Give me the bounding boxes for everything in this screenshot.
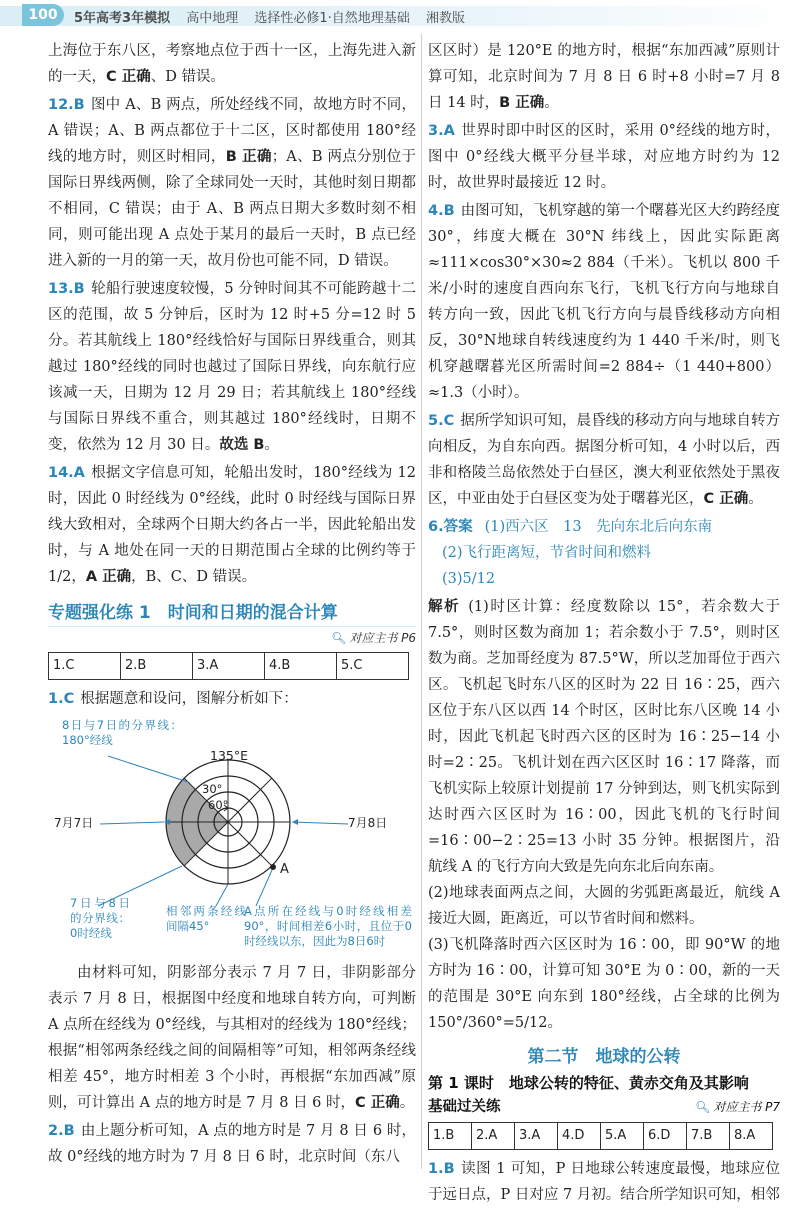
answer-cell: 2.B [121,653,193,680]
answer-table [48,652,409,680]
question-number: 5.C [428,413,455,429]
section-reference: 🔍︎ 对应主书 P6 [48,626,416,648]
book-name: 选择性必修1·自然地理基础 [254,11,410,26]
label-point-a: A [280,862,289,877]
label-boundary-bottom: 7日与8日的分界线：0时经线 [70,896,130,940]
question-3: 3.A 世界时即中时区的区时，采用 0°经线的地方时，图中 0°经线大概平分昼半球，对应地方时约为 12 时，故世界时最接近 12 时。 [428,123,780,191]
right-column [428,38,780,1210]
polar-diagram [48,716,416,958]
question-6-analysis: 解析 (1)时区计算：经度数除以 15°，若余数大于 7.5°，则时区数为商加 1；若余数小于 7.5°，则时区数为商。芝加哥经度为 87.5°W，所以芝加哥位于西六区。飞机起飞时东八区的区时为 22 日 16∶25，西六区位于东八区以西 14 个时区，区时比东八区晚 14 小时，因此飞机起飞时西六区的区时为 16∶25−14 小时=2∶25。飞机计划在西六区区时 16∶17 降落，而飞机实际上较原计划提前 17 分钟到达，则飞机实际到达时西六区区时为 16∶00，因此飞机的飞行时间=16∶00−2∶25=13 小时 35 分钟。根据图片，沿航线 A 的飞行方向大致是先向东北后向东南。 (2)地球表面两点之间，大圆的劣弧距离最近，航线 A 接近大圆，距离近，可以节省时间和燃料。 (3)飞机降落时西六区区时为 16∶00，即 90°W 的地方时为 16∶00，计算可知 30°E 为 0∶00，新的一天的范围是 30°E 向东到 180°经线，占全球的比例为 150°/360°=5/12。 [428,594,780,1036]
label-60deg: 60° [208,798,229,812]
answer-cell: 1.B [429,1123,472,1150]
question-12: 12.B 图中 A、B 两点，所处经线不同，故地方时不同，A 错误；A、B 两点都位于十二区，区时都使用 180°经线的地方时，则区时相同，B 正确；A、B 两点分别位于国际日界线两侧，除了全球同处一天时，其他时刻日期都不相同，C 错误；由于 A、B 两点日期大多数时刻不相同，则可能出现 A 点处于某月的最后一天时，B 点已经进入新的一月的第一天，故月份也可能不同，D 错误。 [48,97,417,269]
page-header [0,0,800,30]
question-number: 13.B [48,281,85,297]
question-number: 6.答案 [428,519,473,535]
label-boundary-top: 8日与7日的分界线：180°经线 [62,718,182,747]
answer-line-3: (3)5/12 [442,571,496,587]
question-6-answer: 6.答案 (1)西六区 13 先向东北后向东南 (2)飞行距离短，节省时间和燃料 (3)5/12 [428,514,780,592]
answer-cell: 5.C [337,653,409,680]
series-name: 5年高考3年模拟 [74,11,171,26]
header-text [74,7,477,26]
question-5: 5.C 据所学知识可知，晨昏线的移动方向与地球自转方向相反，为自东向西。据图分析可知，4 小时以后，西非和格陵兰岛依然处于白昼区，澳大利亚依然处于黑夜区，中亚由处于白昼区变为处于曙暮光区，C 正确。 [428,413,780,507]
paragraph-q11-tail: 上海位于东八区，考察地点位于西十一区，上海先进入新的一天，C 正确、D 错误。 [48,43,416,85]
answer-cell: 7.B [687,1123,730,1150]
answer-cell: 8.A [730,1123,773,1150]
answer-cell: 2.A [472,1123,515,1150]
answer-cell: 6.D [644,1123,687,1150]
page-number: 100 [22,4,64,26]
question-2: 2.B 由上题分析可知，A 点的地方时是 7 月 8 日 6 时，故 0°经线的地方时为 7 月 8 日 6 时，北京时间（东八 [48,1123,416,1165]
answer-cell: 4.B [265,653,337,680]
question-13: 13.B 轮船行驶速度较慢，5 分钟时间其不可能跨越十二区的范围，故 5 分钟后，区时为 12 时+5 分=12 时 5 分。若其航线上 180°经线恰好与国际日界线重合，则其越过 180°经线的同时也越过了国际日界线，向东航行应该减一天，日期为 12 月 29 日；若其航线上 180°经线与国际日界线不重合，则其越过 180°经线时，日期不变，依然为 12 月 30 日。故选 B。 [48,281,416,453]
level-name: 高中地理 [186,11,239,26]
question-number: 2.B [48,1123,75,1139]
question-number: 14.A [48,465,85,481]
question-2-continued: 区区时）是 120°E 的地方时，根据“东加西减”原则计算可知，北京时间为 7 月 8 日 6 时+8 小时=7 月 8 日 14 时，B 正确。 [428,43,780,111]
answer-cell: 3.A [193,653,265,680]
answer-cell: 5.A [601,1123,644,1150]
question-number: 1.B [428,1161,455,1177]
analysis-line-3: (3)飞机降落时西六区区时为 16∶00，即 90°W 的地方时为 16∶00，计算可知 30°E 为 0∶00，新的一天的范围是 30°E 向东到 180°经线，占全球的比例为 150°/360°=5/12。 [428,937,780,1031]
basic-question-1: 1.B 读图 1 可知，P 日地球公转速度最慢，地球应位于远日点，P 日对应 7 月初。结合所学知识可知，相邻 [428,1161,780,1203]
analysis-label: 解析 [428,599,461,615]
lesson-title: 第 1 课时 地球公转的特征、黄赤交角及其影响 [428,1074,749,1092]
search-icon: 🔍︎ [331,630,347,645]
left-column [48,38,416,1172]
label-july-7: 7月7日 [54,816,94,830]
question-14: 14.A 根据文字信息可知，轮船出发时，180°经线为 12 时，因此 0 时经线为 0°经线，此时 0 时经线与国际日界线大致相对，全球两个日期大约各占一半，因此轮船出发时，与 A 地处在同一天的日期范围占全球的比例约等于 1/2，A 正确，B、C、D 错误。 [48,465,416,585]
edition-name: 湘教版 [425,11,465,26]
question-1-body: 由材料可知，阴影部分表示 7 月 7 日，非阴影部分表示 7 月 8 日，根据图中经度和地球自转方向，可判断 A 点所在经线为 0°经线，与其相对的经线为 180°经线；根据“相邻两条经线之间的间隔相等”可知，相邻两条经线相差 45°，地方时相差 3 个小时，再根据“东加西减”原则，可计算出 A 点的地方时是 7 月 8 日 6 时，C 正确。 [48,965,416,1111]
question-1-intro: 1.C 根据题意和设问，图解分析如下： [48,691,298,707]
column-divider [421,34,422,1169]
basic-reference: 🔍︎ 对应主书 P7 [695,1100,780,1114]
point-a [270,864,276,870]
question-number: 1.C [48,691,75,707]
section-title: 专题强化练 1 时间和日期的混合计算 [48,603,338,623]
analysis-line-2: (2)地球表面两点之间，大圆的劣弧距离最近，航线 A 接近大圆，距离近，可以节省时间和燃料。 [428,885,780,927]
answer-table [428,1122,773,1150]
label-meridian-interval: 相邻两条经线间隔45° [166,904,246,933]
chapter-title: 第二节 地球的公转 [527,1047,681,1067]
question-4: 4.B 由图可知，飞机穿越的第一个曙暮光区大约跨经度 30°，纬度大概在 30°N 纬线上，因此实际距离≈111×cos30°×30≈2 884（千米）。飞机以 800 千米/小时的速度自西向东飞行，飞机飞行方向与地球自转方向一致，因此飞机飞行方向与晨昏线移动方向相反，30°N地球自转线速度约为 1 440 千米/时，则飞机穿越曙暮光区所需时间=2 884÷（1 440+800）≈1.3（小时）。 [428,203,780,401]
answer-cell: 3.A [515,1123,558,1150]
label-july-8: 7月8日 [348,816,388,830]
answer-cell: 4.D [558,1123,601,1150]
label-point-a-note: A点所在经线与0时经线相差90°，时间相差6小时，且位于0时经线以东，因此为8日6时 [244,904,412,948]
question-number: 4.B [428,203,455,219]
label-135e: 135°E [210,748,249,763]
basic-practice-title: 基础过关练 🔍︎ 对应主书 P7 [428,1096,780,1118]
question-number: 3.A [428,123,455,139]
answer-line-2: (2)飞行距离短，节省时间和燃料 [442,545,652,561]
search-icon: 🔍︎ [695,1100,711,1114]
question-number: 12.B [48,97,85,113]
label-30deg: 30° [202,782,223,796]
answer-cell: 1.C [49,653,121,680]
